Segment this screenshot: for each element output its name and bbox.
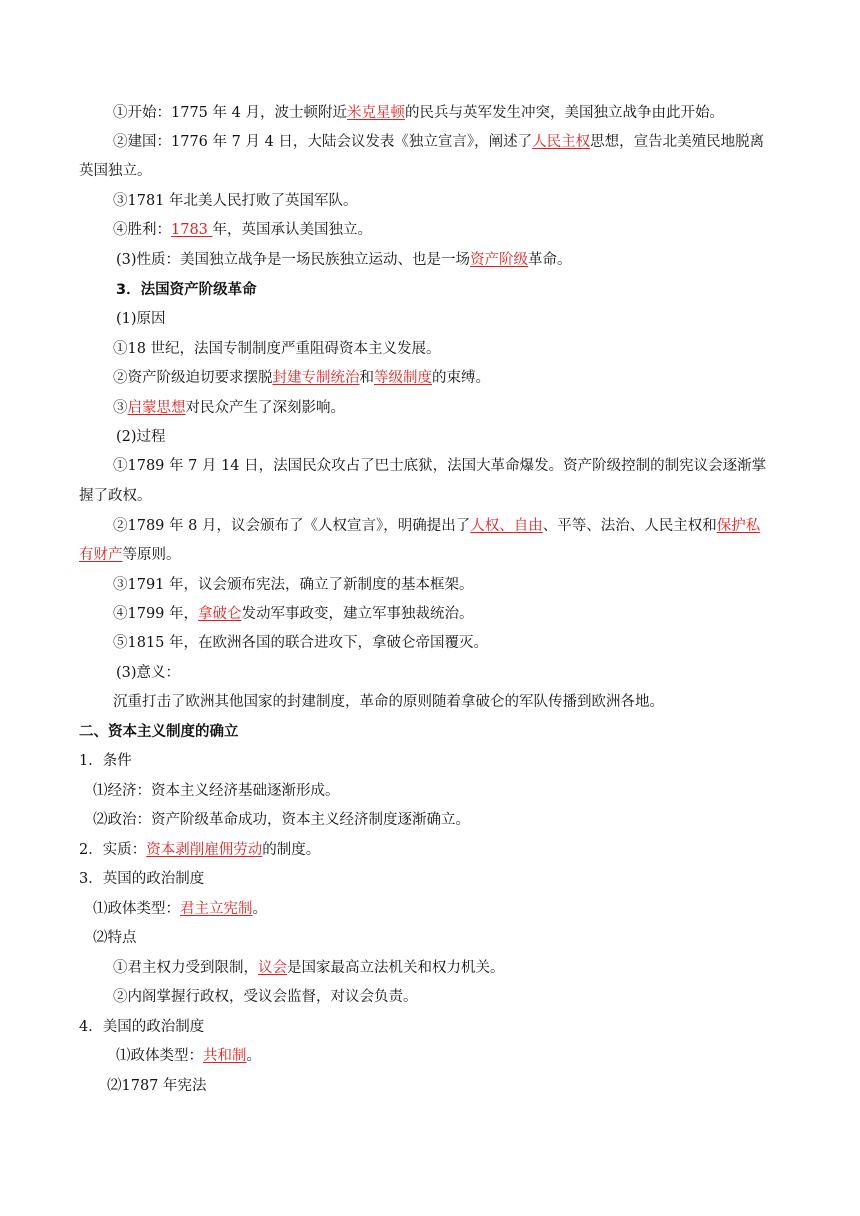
text: 思想，宣告北美殖民地脱离: [590, 134, 765, 150]
item-constitution-1787: ⑵1787 年宪法: [107, 1078, 207, 1094]
text: ②资产阶级迫切要求摆脱: [113, 370, 273, 386]
text: 是国家最高立法机关和权力机关。: [287, 960, 505, 976]
text: ③: [113, 400, 128, 416]
text: 。: [246, 1048, 261, 1064]
paragraph-bastille: [113, 456, 766, 476]
highlight-liberty: 自由: [513, 518, 543, 534]
text: 年，英国承认美国独立。: [212, 222, 373, 238]
item-uk-features: ⑵特点: [93, 930, 137, 946]
text: 等原则。: [122, 547, 181, 563]
subheading-causes: (1)原因: [116, 311, 166, 327]
paragraph-constitution-1791: ③1791 年，议会颁布宪法，确立了新制度的基本框架。: [113, 577, 474, 593]
highlight-popular-sovereignty: 人民主权: [532, 134, 591, 150]
text: 、平等、法治、人民主权和: [542, 518, 717, 534]
item-uk-regime-type: [93, 899, 267, 919]
text: 的民兵与英军发生冲突，美国独立战争由此开始。: [404, 105, 724, 121]
highlight-human-rights: 人权: [470, 518, 500, 534]
item-monarch-limited: [113, 958, 505, 978]
paragraph-empire-fall: ⑤1815 年，在欧洲各国的联合进攻下，拿破仑帝国覆灭。: [113, 635, 489, 651]
highlight-protect-property: 保护私: [716, 518, 761, 534]
highlight-bourgeois: 资产阶级: [470, 252, 529, 268]
highlight-private-property: 有财产: [79, 547, 123, 563]
item-politics: ⑵政治：资产阶级革命成功，资本主义经济制度逐渐确立。: [93, 812, 470, 828]
highlight-enlightenment: 启蒙思想: [127, 400, 186, 416]
paragraph-nature: [116, 250, 572, 270]
text: ①开始：1775 年 4 月，波士顿附近: [113, 105, 347, 121]
text: ①1789 年 7 月 14 日，法国民众攻占了巴士底狱，法国大革命爆发。资产阶级控制的制宪议会逐渐掌: [113, 458, 767, 474]
item-conditions: 1．条件: [79, 753, 132, 769]
highlight-capital-exploits-labor: 资本剥削雇佣劳动: [146, 842, 263, 858]
text: 的制度。: [262, 842, 321, 858]
text: ④胜利：: [113, 222, 171, 238]
text: 、: [499, 518, 514, 534]
paragraph-declaration: [113, 516, 760, 536]
text: (3)性质：美国独立战争是一场民族独立运动、也是一场: [116, 252, 471, 268]
text: ②1789 年 8 月，议会颁布了《人权宣言》，明确提出了: [113, 518, 471, 534]
highlight-parliament: 议会: [258, 960, 287, 976]
text: ①君主权力受到限制，: [113, 960, 258, 976]
subheading-process: (2)过程: [116, 429, 166, 445]
text: 的束缚。: [432, 370, 490, 386]
text: 握了政权。: [79, 488, 152, 504]
text: 。: [252, 901, 267, 917]
text: ②建国：1776 年 7 月 4 日，大陆会议发表《独立宣言》，阐述了: [113, 134, 533, 150]
paragraph-cause-1: ①18 世纪，法国专制制度严重阻碍资本主义发展。: [113, 341, 441, 357]
text: 发动军事政变，建立军事独裁统治。: [241, 606, 474, 622]
highlight-lexington: 米克星顿: [346, 105, 405, 121]
text: ④1799 年，: [113, 606, 199, 622]
section-heading-french-revolution: 3．法国资产阶级革命: [116, 282, 257, 298]
highlight-estate-system: 等级制度: [374, 370, 432, 386]
text: 和: [359, 370, 374, 386]
paragraph-victory: [113, 220, 372, 240]
paragraph-cause-3: [113, 398, 345, 418]
paragraph-war-start: [113, 103, 724, 123]
highlight-republic: 共和制: [203, 1048, 247, 1064]
paragraph-founding: [113, 132, 764, 152]
paragraph-bastille-cont: [79, 486, 152, 506]
paragraph-significance: 沉重打击了欧洲其他国家的封建制度，革命的原则随着拿破仑的军队传播到欧洲各地。: [113, 694, 664, 710]
text: 革命。: [528, 252, 572, 268]
subheading-significance: (3)意义：: [116, 665, 181, 681]
item-us-system: 4．美国的政治制度: [79, 1019, 205, 1035]
highlight-1783: 1783: [171, 222, 213, 238]
highlight-feudal-autocracy: 封建专制统治: [272, 370, 360, 386]
paragraph-founding-cont: [79, 161, 152, 181]
item-us-regime-type: [116, 1046, 261, 1066]
text: 2．实质：: [79, 842, 147, 858]
paragraph-declaration-cont: [79, 545, 181, 565]
text: 对民众产生了深刻影响。: [185, 400, 345, 416]
item-economy: ⑴经济：资本主义经济基础逐渐形成。: [93, 783, 340, 799]
text: 英国独立。: [79, 163, 152, 179]
item-cabinet: ②内阁掌握行政权，受议会监督，对议会负责。: [113, 989, 418, 1005]
highlight-constitutional-monarchy: 君主立宪制: [180, 901, 253, 917]
paragraph-cause-2: [113, 368, 490, 388]
paragraph-1781: ③1781 年北美人民打败了英国军队。: [113, 193, 358, 209]
item-essence: [79, 840, 320, 860]
section-heading-capitalism: 二、资本主义制度的确立: [79, 724, 239, 740]
text: ⑴政体类型：: [116, 1048, 203, 1064]
highlight-napoleon: 拿破仑: [198, 606, 242, 622]
paragraph-napoleon-coup: [113, 604, 474, 624]
item-british-system: 3．英国的政治制度: [79, 871, 205, 887]
text: ⑴政体类型：: [93, 901, 180, 917]
